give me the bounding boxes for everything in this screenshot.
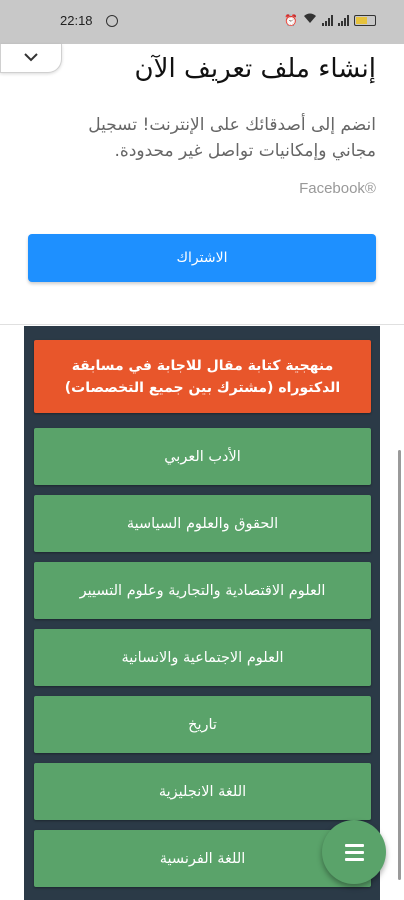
status-bar	[0, 0, 404, 44]
messenger-icon	[106, 15, 118, 27]
menu-icon-line	[345, 851, 364, 854]
alarm-icon: ⏰	[284, 14, 298, 27]
ad-description: انضم إلى أصدقائك على الإنترنت! تسجيل مجاني وإمكانيات تواصل غير محدودة.	[88, 115, 376, 161]
menu-icon	[345, 844, 364, 847]
menu-item-social-sciences[interactable]: العلوم الاجتماعية والانسانية	[34, 629, 371, 686]
subscribe-button[interactable]: الاشتراك	[28, 234, 376, 282]
signal-icon-2	[338, 15, 349, 26]
wifi-icon	[303, 13, 317, 27]
status-time: 22:18	[60, 13, 93, 28]
menu-icon-line	[345, 858, 364, 861]
signal-icon	[322, 15, 333, 26]
ad-title: إنشاء ملف تعريف الآن	[134, 54, 376, 84]
ad-banner	[0, 44, 404, 325]
menu-item-law-political-science[interactable]: الحقوق والعلوم السياسية	[34, 495, 371, 552]
menu-item-french[interactable]: اللغة الفرنسية	[34, 830, 371, 887]
battery-icon	[354, 15, 376, 26]
menu-item-arabic-literature[interactable]: الأدب العربي	[34, 428, 371, 485]
menu-item-methodology[interactable]: منهجية كتابة مقال للاجابة في مسابقة الدكتوراه (مشترك بين جميع التخصصات)	[34, 340, 371, 413]
category-menu	[24, 326, 380, 900]
scrollbar[interactable]	[398, 450, 401, 880]
menu-fab-button[interactable]	[322, 820, 386, 884]
menu-item-english[interactable]: اللغة الانجليزية	[34, 763, 371, 820]
status-icons	[284, 13, 376, 27]
ad-brand: Facebook®	[299, 180, 376, 197]
menu-item-economics[interactable]: العلوم الاقتصادية والتجارية وعلوم التسيير	[34, 562, 371, 619]
menu-item-history[interactable]: تاريخ	[34, 696, 371, 753]
